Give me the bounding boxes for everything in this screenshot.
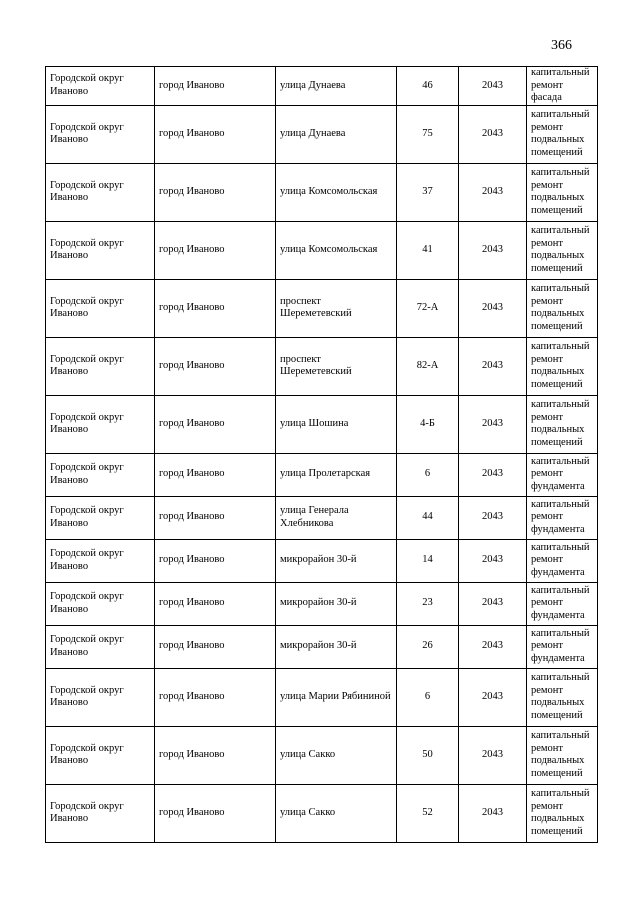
work-type-cell-text: капитальный ремонт фундамента	[531, 584, 590, 621]
year-cell-text: 2043	[482, 127, 503, 139]
year-cell-text: 2043	[482, 554, 503, 566]
year-cell	[459, 668, 527, 726]
locality-cell	[155, 163, 276, 221]
street-cell	[276, 784, 397, 842]
locality-cell	[155, 539, 276, 582]
locality-cell	[155, 453, 276, 496]
locality-cell-text: город Иваново	[159, 185, 225, 197]
work-type-cell-text: капитальный ремонт подвальных помещений	[531, 341, 590, 390]
locality-cell	[155, 582, 276, 625]
locality-cell	[155, 784, 276, 842]
house-number-cell-text: 6	[424, 468, 431, 480]
house-number-cell	[397, 625, 459, 668]
work-type-cell	[527, 496, 598, 539]
year-cell-text: 2043	[482, 359, 503, 371]
locality-cell-text: город Иваново	[159, 597, 225, 609]
work-type-cell-text: капитальный ремонт подвальных помещений	[531, 730, 590, 779]
street-cell	[276, 395, 397, 453]
house-number-cell	[397, 726, 459, 784]
table-row	[46, 221, 598, 279]
municipality-cell-text: Городской округ Иваново	[50, 411, 124, 435]
municipality-cell	[46, 496, 155, 539]
street-cell-text: проспект Шереметевский	[280, 295, 352, 319]
municipality-cell-text: Городской округ Иваново	[50, 73, 124, 97]
work-type-cell	[527, 726, 598, 784]
locality-cell-text: город Иваново	[159, 748, 225, 760]
municipality-cell-text: Городской округ Иваново	[50, 548, 124, 572]
municipality-cell	[46, 453, 155, 496]
locality-cell-text: город Иваново	[159, 79, 225, 91]
year-cell	[459, 221, 527, 279]
street-cell	[276, 67, 397, 106]
municipality-cell-text: Городской округ Иваново	[50, 800, 124, 824]
work-type-cell	[527, 67, 598, 106]
year-cell	[459, 395, 527, 453]
year-cell-text: 2043	[482, 597, 503, 609]
table-row	[46, 453, 598, 496]
house-number-cell-text: 72-А	[416, 301, 439, 313]
house-number-cell	[397, 539, 459, 582]
work-type-cell-text: капитальный ремонт фундамента	[531, 455, 590, 492]
street-cell	[276, 337, 397, 395]
locality-cell	[155, 395, 276, 453]
street-cell	[276, 582, 397, 625]
year-cell-text: 2043	[482, 301, 503, 313]
street-cell-text: улица Генерала Хлебникова	[280, 505, 349, 529]
locality-cell-text: город Иваново	[159, 806, 225, 818]
table-row	[46, 67, 598, 106]
municipality-cell	[46, 105, 155, 163]
street-cell	[276, 539, 397, 582]
municipality-cell	[46, 67, 155, 106]
locality-cell-text: город Иваново	[159, 243, 225, 255]
house-number-cell	[397, 67, 459, 106]
street-cell	[276, 496, 397, 539]
table-row	[46, 279, 598, 337]
municipality-cell	[46, 163, 155, 221]
house-number-cell-text: 44	[422, 511, 433, 523]
work-type-cell-text: капитальный ремонт подвальных помещений	[531, 283, 590, 332]
year-cell	[459, 105, 527, 163]
table-row	[46, 395, 598, 453]
municipality-cell-text: Городской округ Иваново	[50, 505, 124, 529]
year-cell-text: 2043	[482, 511, 503, 523]
house-number-cell-text: 52	[422, 806, 433, 818]
table-row	[46, 784, 598, 842]
table-row	[46, 539, 598, 582]
house-number-cell	[397, 668, 459, 726]
house-number-cell-text: 37	[422, 185, 433, 197]
house-number-cell-text: 6	[424, 690, 431, 702]
locality-cell	[155, 668, 276, 726]
locality-cell-text: город Иваново	[159, 301, 225, 313]
house-number-cell	[397, 105, 459, 163]
year-cell	[459, 67, 527, 106]
street-cell-text: проспект Шереметевский	[280, 353, 352, 377]
house-number-cell	[397, 395, 459, 453]
street-cell	[276, 668, 397, 726]
house-number-cell	[397, 582, 459, 625]
street-cell	[276, 163, 397, 221]
municipality-cell-text: Городской округ Иваново	[50, 237, 124, 261]
year-cell-text: 2043	[482, 748, 503, 760]
year-cell-text: 2043	[482, 806, 503, 818]
house-number-cell	[397, 496, 459, 539]
house-number-cell-text: 4-Б	[420, 417, 435, 429]
house-number-cell-text: 41	[422, 243, 433, 255]
street-cell	[276, 105, 397, 163]
locality-cell	[155, 726, 276, 784]
house-number-cell-text: 75	[422, 127, 433, 139]
municipality-cell	[46, 539, 155, 582]
municipality-cell	[46, 395, 155, 453]
municipality-cell	[46, 726, 155, 784]
year-cell-text: 2043	[482, 243, 503, 255]
table-row	[46, 582, 598, 625]
locality-cell	[155, 67, 276, 106]
repair-schedule-table	[45, 66, 598, 843]
table-row	[46, 625, 598, 668]
work-type-cell-text: капитальный ремонт фундамента	[531, 498, 590, 535]
locality-cell-text: город Иваново	[159, 511, 225, 523]
locality-cell-text: город Иваново	[159, 359, 225, 371]
municipality-cell-text: Городской округ Иваново	[50, 591, 124, 615]
house-number-cell-text: 23	[422, 597, 433, 609]
work-type-cell	[527, 453, 598, 496]
municipality-cell-text: Городской округ Иваново	[50, 295, 124, 319]
year-cell-text: 2043	[482, 185, 503, 197]
work-type-cell-text: капитальный ремонт подвальных помещений	[531, 109, 590, 158]
year-cell-text: 2043	[482, 690, 503, 702]
municipality-cell	[46, 625, 155, 668]
locality-cell	[155, 105, 276, 163]
locality-cell	[155, 221, 276, 279]
street-cell	[276, 221, 397, 279]
house-number-cell-text: 46	[422, 79, 433, 91]
work-type-cell	[527, 337, 598, 395]
year-cell-text: 2043	[482, 640, 503, 652]
table-row	[46, 337, 598, 395]
street-cell-text: улица Дунаева	[280, 127, 346, 139]
municipality-cell-text: Городской округ Иваново	[50, 684, 124, 708]
municipality-cell	[46, 784, 155, 842]
street-cell-text: улица Комсомольская	[280, 243, 378, 255]
work-type-cell-text: капитальный ремонт фундамента	[531, 541, 590, 578]
work-type-cell-text: капитальный ремонт подвальных помещений	[531, 399, 590, 448]
municipality-cell	[46, 582, 155, 625]
year-cell-text: 2043	[482, 468, 503, 480]
work-type-cell	[527, 539, 598, 582]
street-cell-text: улица Пролетарская	[280, 468, 371, 480]
house-number-cell	[397, 337, 459, 395]
house-number-cell	[397, 784, 459, 842]
work-type-cell-text: капитальный ремонт подвальных помещений	[531, 672, 590, 721]
house-number-cell-text: 50	[422, 748, 433, 760]
municipality-cell-text: Городской округ Иваново	[50, 462, 124, 486]
municipality-cell-text: Городской округ Иваново	[50, 179, 124, 203]
house-number-cell	[397, 221, 459, 279]
table-row	[46, 163, 598, 221]
locality-cell-text: город Иваново	[159, 554, 225, 566]
year-cell	[459, 784, 527, 842]
street-cell-text: микрорайон 30-й	[280, 640, 357, 652]
street-cell-text: улица Марии Рябининой	[280, 690, 391, 702]
work-type-cell	[527, 163, 598, 221]
house-number-cell	[397, 453, 459, 496]
table-row	[46, 668, 598, 726]
work-type-cell-text: капитальный ремонт фасада	[531, 67, 590, 103]
locality-cell	[155, 496, 276, 539]
work-type-cell-text: капитальный ремонт подвальных помещений	[531, 225, 590, 274]
year-cell	[459, 453, 527, 496]
municipality-cell-text: Городской округ Иваново	[50, 121, 124, 145]
table-row	[46, 105, 598, 163]
street-cell	[276, 726, 397, 784]
municipality-cell	[46, 279, 155, 337]
year-cell	[459, 279, 527, 337]
year-cell	[459, 625, 527, 668]
locality-cell	[155, 625, 276, 668]
work-type-cell-text: капитальный ремонт фундамента	[531, 627, 590, 664]
house-number-cell	[397, 163, 459, 221]
municipality-cell-text: Городской округ Иваново	[50, 634, 124, 658]
locality-cell	[155, 279, 276, 337]
municipality-cell-text: Городской округ Иваново	[50, 353, 124, 377]
street-cell-text: микрорайон 30-й	[280, 554, 357, 566]
work-type-cell	[527, 625, 598, 668]
locality-cell	[155, 337, 276, 395]
house-number-cell	[397, 279, 459, 337]
work-type-cell	[527, 221, 598, 279]
table-row	[46, 496, 598, 539]
year-cell	[459, 337, 527, 395]
street-cell	[276, 453, 397, 496]
locality-cell-text: город Иваново	[159, 468, 225, 480]
locality-cell-text: город Иваново	[159, 690, 225, 702]
year-cell-text: 2043	[482, 417, 503, 429]
street-cell-text: улица Сакко	[280, 748, 336, 760]
work-type-cell	[527, 668, 598, 726]
street-cell-text: улица Сакко	[280, 806, 336, 818]
year-cell-text: 2043	[482, 79, 503, 91]
work-type-cell	[527, 784, 598, 842]
locality-cell-text: город Иваново	[159, 127, 225, 139]
street-cell-text: улица Комсомольская	[280, 185, 378, 197]
year-cell	[459, 539, 527, 582]
work-type-cell-text: капитальный ремонт подвальных помещений	[531, 788, 590, 837]
work-type-cell	[527, 582, 598, 625]
year-cell	[459, 726, 527, 784]
house-number-cell-text: 26	[422, 640, 433, 652]
municipality-cell	[46, 337, 155, 395]
municipality-cell	[46, 668, 155, 726]
locality-cell-text: город Иваново	[159, 417, 225, 429]
page-number: 366	[551, 38, 572, 53]
street-cell	[276, 279, 397, 337]
year-cell	[459, 496, 527, 539]
street-cell-text: микрорайон 30-й	[280, 597, 357, 609]
municipality-cell	[46, 221, 155, 279]
work-type-cell	[527, 279, 598, 337]
work-type-cell	[527, 105, 598, 163]
house-number-cell-text: 14	[422, 554, 433, 566]
street-cell	[276, 625, 397, 668]
work-type-cell	[527, 395, 598, 453]
house-number-cell-text: 82-А	[416, 359, 439, 371]
table-row	[46, 726, 598, 784]
municipality-cell-text: Городской округ Иваново	[50, 742, 124, 766]
locality-cell-text: город Иваново	[159, 640, 225, 652]
street-cell-text: улица Дунаева	[280, 79, 346, 91]
street-cell-text: улица Шошина	[280, 417, 349, 429]
year-cell	[459, 582, 527, 625]
year-cell	[459, 163, 527, 221]
work-type-cell-text: капитальный ремонт подвальных помещений	[531, 167, 590, 216]
